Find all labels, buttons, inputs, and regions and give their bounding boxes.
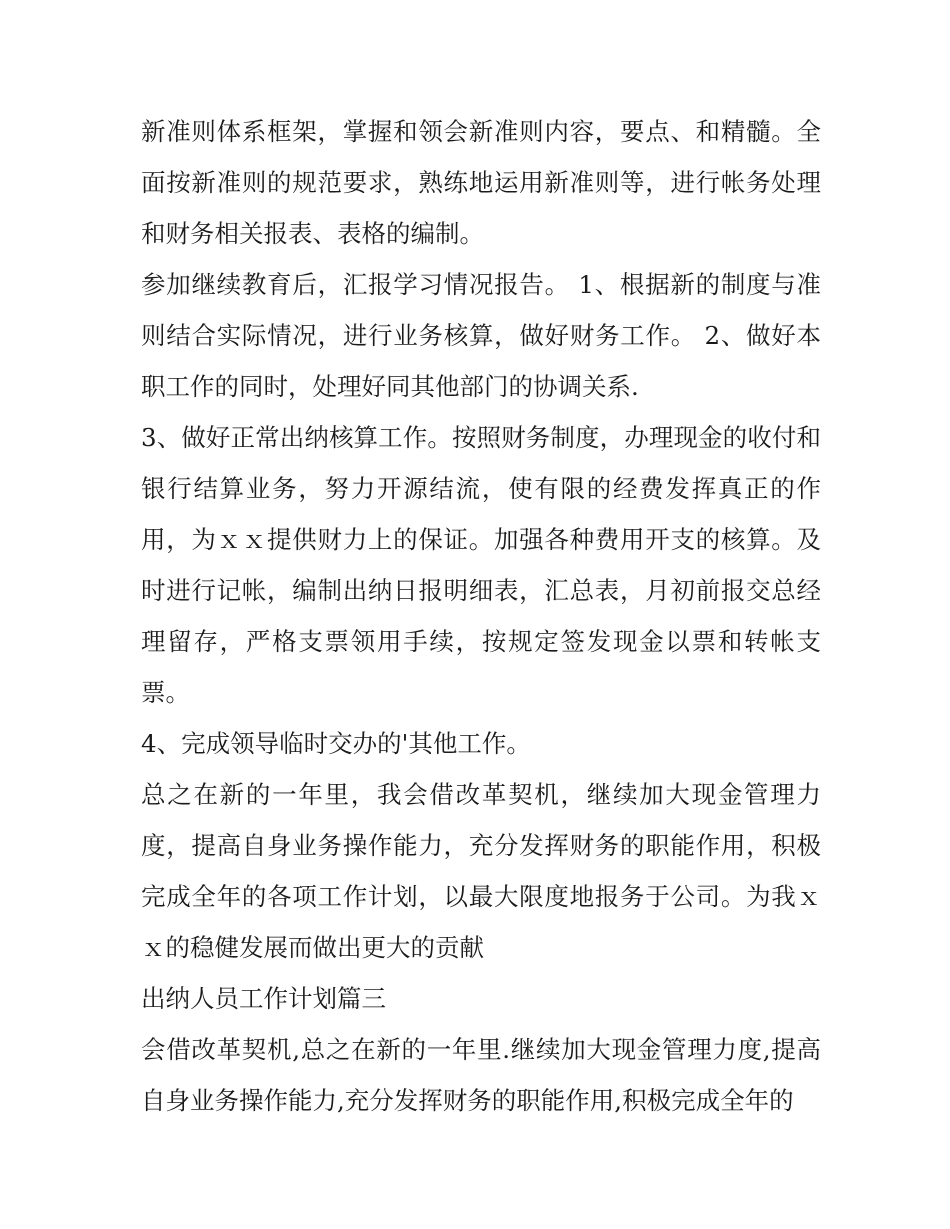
paragraph-cashier-accounting: 3、做好正常出纳核算工作。按照财务制度，办理现金的收付和银行结算业务，努力开源结流，使有限的经费发挥真正的作用，为ｘｘ提供财力上的保证。加强各种费用开支的核算。及时进行记帐，编制出纳日报明细表，汇总表，月初前报交总经理留存，严格支票领用手续，按规定签发现金以票和转帐支票。 xyxy=(141,423,821,707)
document-body xyxy=(141,106,821,1126)
paragraph-accounting-standards: 新准则体系框架，掌握和领会新准则内容，要点、和精髓。全面按新准则的规范要求，熟练地运用新准则等，进行帐务处理和财务相关报表、表格的编制。 xyxy=(141,117,821,248)
paragraph-section-three: 会借改革契机,总之在新的一年里.继续加大现金管理力度,提高自身业务操作能力,充分发挥财务的职能作用,积极完成全年的 xyxy=(141,1035,821,1115)
paragraph-other-work: 4、完成领导临时交办的'其他工作。 xyxy=(141,729,531,758)
paragraph-summary: 总之在新的一年里，我会借改革契机，继续加大现金管理力度，提高自身业务操作能力，充分发挥财务的职能作用，积极完成全年的各项工作计划，以最大限度地报务于公司。为我ｘｘ的稳健发展而做出更大的贡献 xyxy=(141,780,821,962)
paragraph-continuing-education: 参加继续教育后，汇报学习情况报告。 1、根据新的制度与准则结合实际情况，进行业务核算，做好财务工作。 2、做好本职工作的同时，处理好同其他部门的协调关系. xyxy=(141,270,821,401)
section-heading: 出纳人员工作计划篇三 xyxy=(141,984,386,1013)
